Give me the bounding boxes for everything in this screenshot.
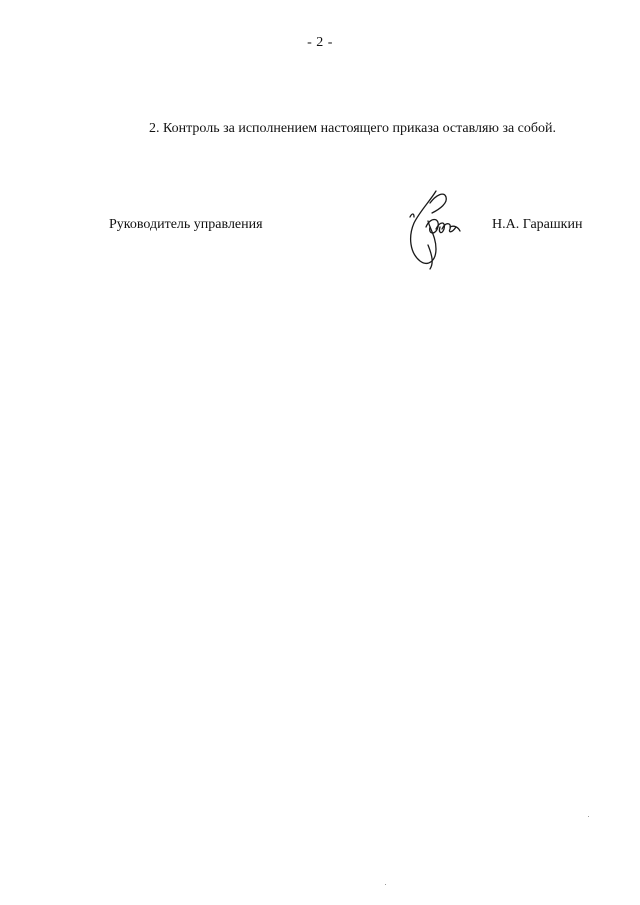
scan-speck — [588, 816, 589, 817]
signer-position: Руководитель управления — [109, 217, 263, 232]
page-number: - 2 - — [307, 35, 333, 50]
body-paragraph: 2. Контроль за исполнением настоящего приказа оставляю за собой. — [149, 121, 557, 136]
scan-speck — [385, 884, 386, 885]
signature-block — [0, 217, 640, 277]
signer-name: Н.А. Гарашкин — [492, 217, 583, 232]
handwritten-signature-icon — [402, 187, 464, 273]
